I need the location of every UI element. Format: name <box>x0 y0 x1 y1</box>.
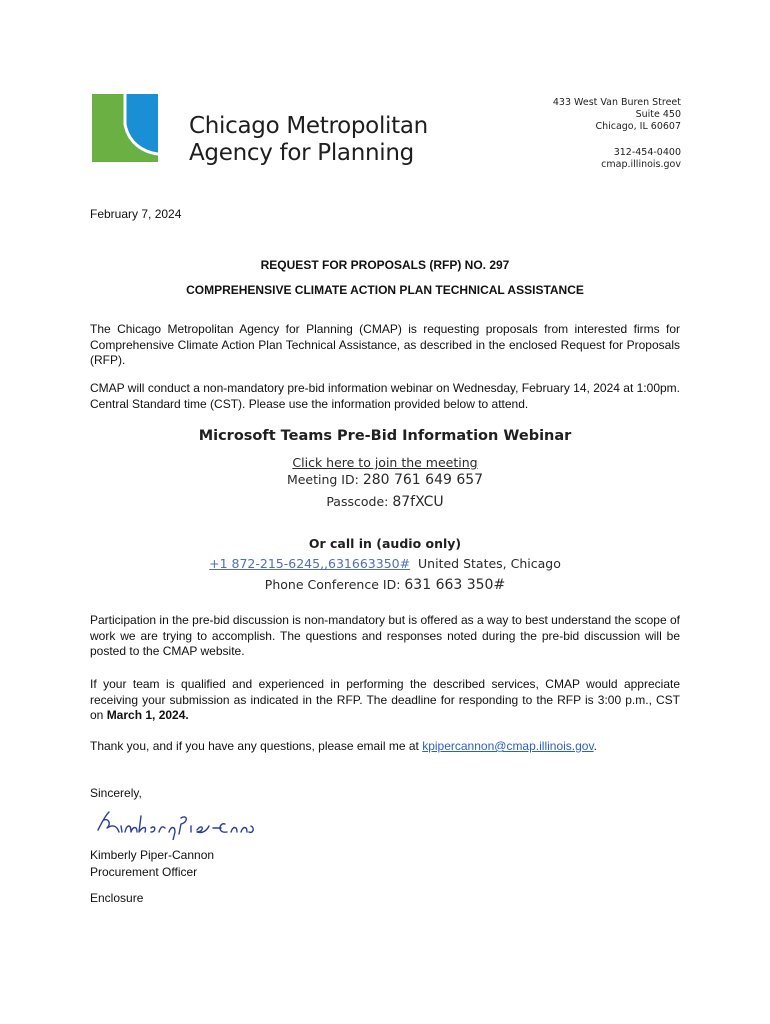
thank-you-paragraph <box>90 739 680 755</box>
signer-block <box>90 847 214 880</box>
meeting-id-line <box>0 472 770 488</box>
passcode-label: Passcode: <box>326 494 393 509</box>
rfp-title: COMPREHENSIVE CLIMATE ACTION PLAN TECHNICAL ASSISTANCE <box>186 283 584 297</box>
intro-paragraph: The Chicago Metropolitan Agency for Planning (CMAP) is requesting proposals from interested firms for Comprehensive Climate Action Plan Technical Assistance, as described in the enclosed Request for Proposals (RFP). <box>90 322 680 367</box>
org-name-line1: Chicago Metropolitan <box>189 113 428 139</box>
address-phone: 312-454-0400 <box>613 147 681 158</box>
meeting-id-value: 280 761 649 657 <box>362 472 484 488</box>
address-street: 433 West Van Buren Street <box>552 97 681 108</box>
passcode-line <box>0 494 770 510</box>
passcode-value: 87fXCU <box>392 494 444 510</box>
rfp-number: REQUEST FOR PROPOSALS (RFP) NO. 297 <box>260 258 510 272</box>
enclosure-note: Enclosure <box>90 891 144 905</box>
phone-line <box>0 556 770 571</box>
contact-email-link[interactable]: kpipercannon@cmap.illinois.gov <box>422 739 594 753</box>
letter-date: February 7, 2024 <box>90 207 182 221</box>
thank-you-suffix: . <box>593 739 597 753</box>
address-suite: Suite 450 <box>635 109 681 120</box>
deadline-date: March 1, 2024. <box>106 708 189 722</box>
phone-location: United States, Chicago <box>418 556 561 571</box>
letterhead-address <box>553 97 681 171</box>
webinar-paragraph: CMAP will conduct a non-mandatory pre-bid information webinar on Wednesday, February 14, 2024 at 1:00pm. Central Standard time (CST). Please use the information provided below to attend. <box>90 381 680 411</box>
qualified-paragraph <box>90 677 680 724</box>
org-name-line2: Agency for Planning <box>189 140 414 166</box>
webinar-title: Microsoft Teams Pre-Bid Information Webinar <box>198 428 572 444</box>
address-website: cmap.illinois.gov <box>601 159 681 170</box>
signer-name: Kimberly Piper-Cannon <box>90 848 215 862</box>
address-city: Chicago, IL 60607 <box>595 121 681 132</box>
organization-name <box>189 113 428 167</box>
handwritten-signature <box>95 808 255 840</box>
phone-link[interactable]: +1 872-215-6245,,631663350# <box>209 556 411 571</box>
cmap-logo <box>92 94 158 162</box>
conference-id-label: Phone Conference ID: <box>264 577 405 592</box>
qualified-text: If your team is qualified and experienced in performing the described services, CMAP would appreciate receiving your submission as indicated in the RFP. The deadline for responding to the RFP is 3:00 p.m., CST on <box>90 677 680 722</box>
call-in-heading: Or call in (audio only) <box>308 536 462 551</box>
join-meeting-link[interactable]: Click here to join the meeting <box>292 455 478 470</box>
sign-off: Sincerely, <box>90 786 142 800</box>
participation-paragraph: Participation in the pre-bid discussion is non-mandatory but is offered as a way to best understand the scope of work we are trying to accomplish. The questions and responses noted during the pre-bid discussion will be posted to the CMAP website. <box>90 613 680 658</box>
meeting-id-label: Meeting ID: <box>286 472 363 487</box>
signer-title: Procurement Officer <box>90 864 198 879</box>
conference-id-line <box>0 577 770 593</box>
thank-you-text: Thank you, and if you have any questions, please email me at <box>90 739 423 753</box>
conference-id-value: 631 663 350# <box>404 577 506 593</box>
